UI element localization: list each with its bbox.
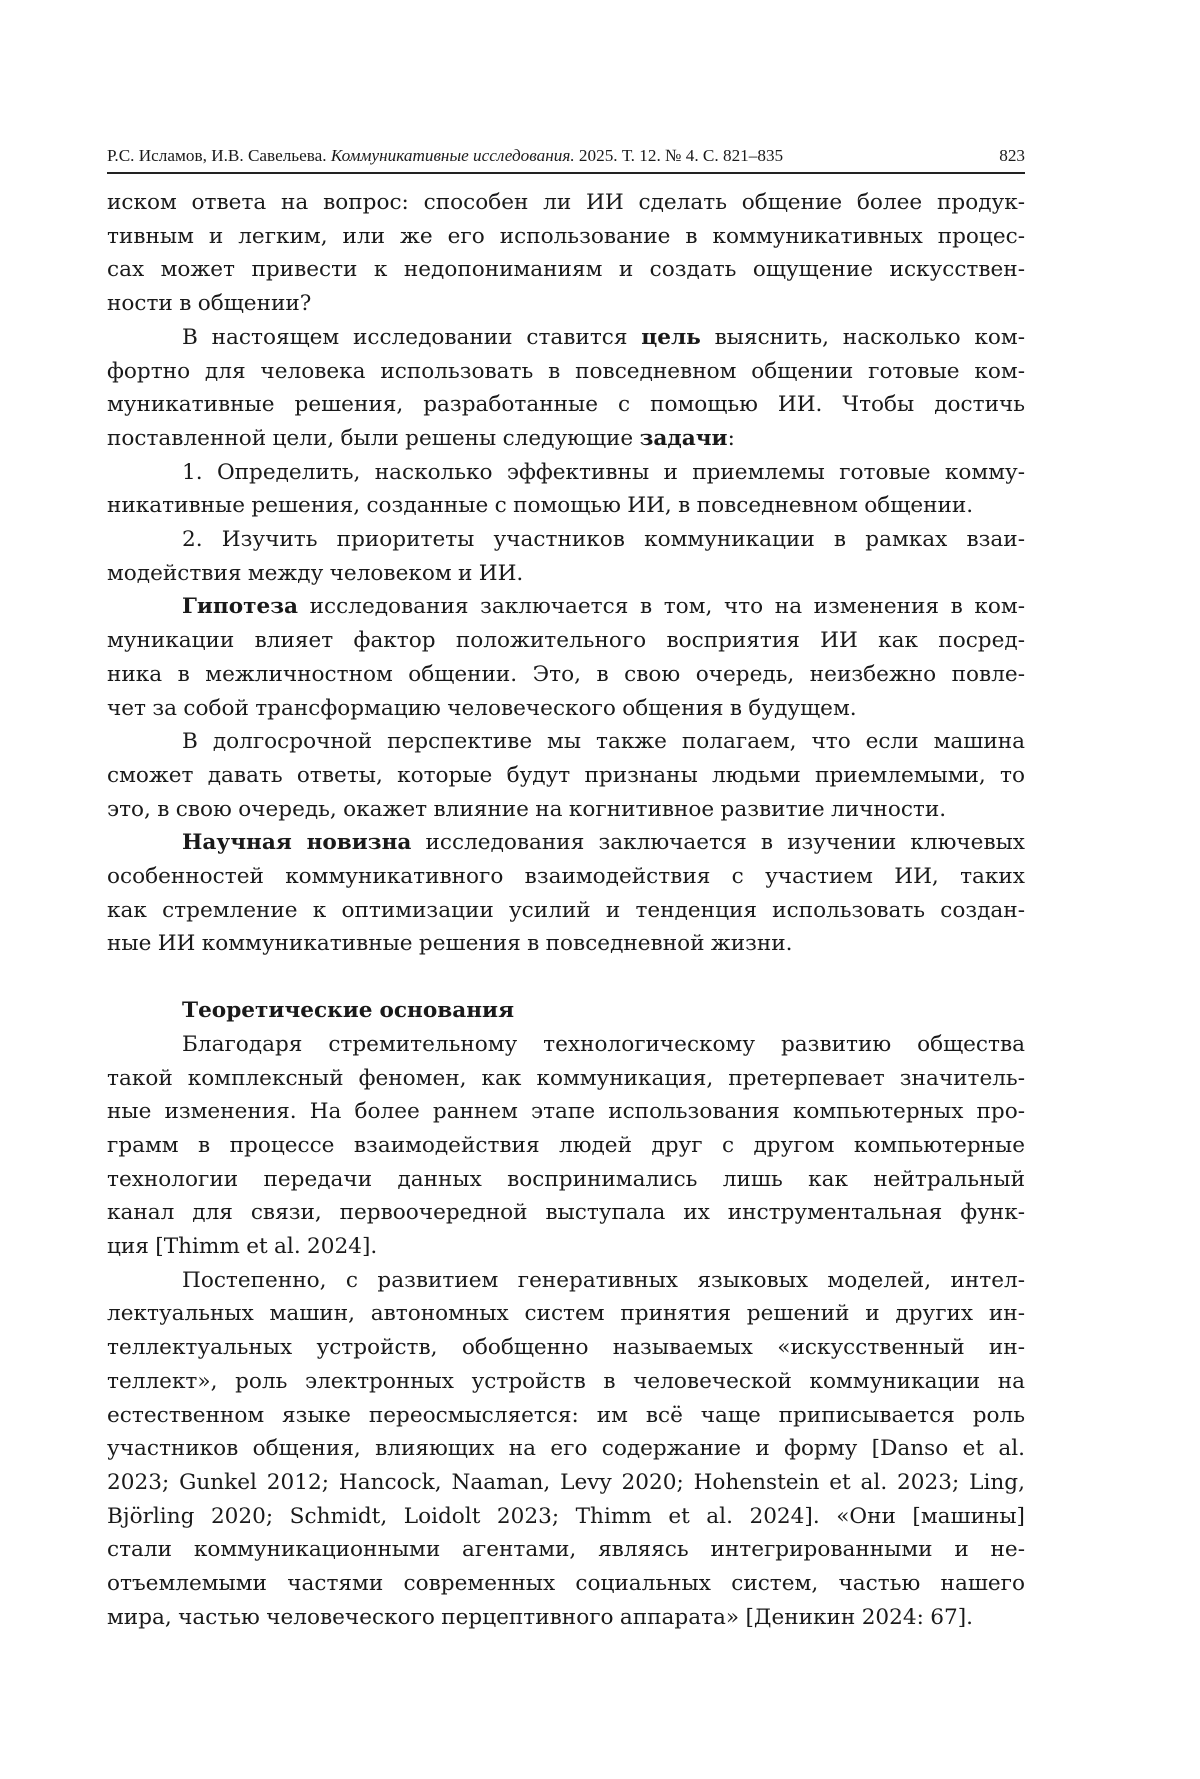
text-line [107, 590, 1025, 624]
text-line: технологии передачи данных воспринимались лишь как нейтральный [107, 1166, 1025, 1192]
text-run: выяснить, насколько ком- [700, 324, 1025, 350]
term-novelty: Научная новизна [182, 830, 412, 856]
text-line: грамм в процессе взаимодействия людей друг с другом компьютерные [107, 1132, 1025, 1158]
text-run: поставленной цели, были решены следующие [107, 425, 640, 451]
authors: Р.С. Исламов, И.В. Савельева. [107, 146, 327, 165]
running-header [107, 146, 1025, 174]
text-line: муникативные решения, разработанные с помощью ИИ. Чтобы достичь [107, 392, 1025, 418]
text-line: никативные решения, созданные с помощью ИИ, в повседневном общении. [107, 493, 974, 519]
section-heading: Теоретические основания [182, 998, 515, 1024]
text-line: фортно для человека использовать в повседневном общении готовые ком- [107, 358, 1025, 384]
page-number: 823 [999, 146, 1025, 165]
text-line: ные ИИ коммуникативные решения в повседневной жизни. [107, 931, 793, 957]
text-run: исследования заключается в том, что на изменения в ком- [298, 594, 1025, 620]
list-item-task-2 [107, 523, 1025, 590]
text-line: 2. Изучить приоритеты участников коммуникации в рамках взаи- [182, 527, 1025, 553]
text-run: : [727, 425, 735, 451]
text-line: отъемлемыми частями современных социальных систем, частью нашего [107, 1571, 1025, 1597]
text-line: естественном языке переосмысляется: им всё чаще приписывается роль [107, 1402, 1025, 1428]
journal-title: Коммуникативные исследования. [330, 146, 575, 165]
text-line: муникации влияет фактор положительного восприятия ИИ как посред- [107, 628, 1025, 654]
text-line: Благодаря стремительному технологическому развитию общества [182, 1031, 1025, 1057]
text-line: теллект», роль электронных устройств в человеческой коммуникации на [107, 1368, 1025, 1394]
text-line: сах может привести к недопониманиям и создать ощущение искусствен- [107, 257, 1025, 283]
text-line: канал для связи, первоочередной выступала их инструментальная функ- [107, 1200, 1025, 1226]
text-line [107, 826, 1025, 860]
text-line: сможет давать ответы, которые будут признаны людьми приемлемыми, то [107, 762, 1025, 788]
text-line: чет за собой трансформацию человеческого общения в будущем. [107, 695, 857, 721]
text-line: иском ответа на вопрос: способен ли ИИ сделать общение более продук- [107, 190, 1025, 215]
text-line: это, в свою очередь, окажет влияние на когнитивное развитие личности. [107, 796, 947, 822]
text-line: теллектуальных устройств, обобщенно называемых «искусственный ин- [107, 1335, 1025, 1361]
term-hypothesis: Гипотеза [182, 594, 299, 620]
text-line: как стремление к оптимизации усилий и тенденция использовать создан- [107, 897, 1025, 923]
text-line: 2023; Gunkel 2012; Hancock, Naaman, Levy 2020; Hohenstein et al. 2023; Ling, [107, 1470, 1025, 1495]
text-line: тивным и легким, или же его использование в коммуникативных процес- [107, 223, 1025, 249]
paragraph-question [107, 186, 1025, 321]
text-run: исследования заключается в изучении ключевых [411, 830, 1025, 856]
text-line: В долгосрочной перспективе мы также полагаем, что если машина [182, 729, 1025, 755]
article-body [107, 186, 1025, 1635]
text-line: ника в межличностном общении. Это, в свою очередь, неизбежно повле- [107, 661, 1025, 687]
article-citation [107, 146, 783, 166]
text-line: Постепенно, с развитием генеративных языковых моделей, интел- [182, 1267, 1025, 1293]
paragraph-goal [107, 321, 1025, 456]
text-line: ция [Thimm et al. 2024]. [107, 1234, 378, 1260]
text-line: стали коммуникационными агентами, являясь интегрированными и не- [107, 1537, 1025, 1563]
text-line: ности в общении? [107, 291, 312, 317]
paragraph-theory-1 [107, 1028, 1025, 1264]
list-item-task-1 [107, 456, 1025, 523]
text-line: такой комплексный феномен, как коммуникация, претерпевает значитель- [107, 1065, 1025, 1091]
text-line: лектуальных машин, автономных систем принятия решений и других ин- [107, 1301, 1025, 1327]
paragraph-hypothesis [107, 590, 1025, 725]
text-line: особенностей коммуникативного взаимодействия с участием ИИ, таких [107, 864, 1025, 890]
text-line [107, 422, 1025, 456]
paragraph-long-term [107, 725, 1025, 826]
text-line: мира, частью человеческого перцептивного аппарата» [Деникин 2024: 67]. [107, 1604, 974, 1630]
term-tasks: задачи [639, 425, 728, 451]
paragraph-novelty [107, 826, 1025, 961]
issue-info: 2025. Т. 12. № 4. С. 821–835 [578, 146, 784, 165]
text-line: участников общения, влияющих на его содержание и форму [Danso et al. [107, 1436, 1025, 1462]
term-goal: цель [641, 324, 701, 350]
text-line [107, 321, 1025, 355]
text-line: ные изменения. На более раннем этапе использования компьютерных про- [107, 1099, 1025, 1125]
text-line: 1. Определить, насколько эффективны и приемлемы готовые комму- [182, 459, 1025, 485]
text-line: модействия между человеком и ИИ. [107, 560, 524, 586]
paragraph-theory-2 [107, 1264, 1025, 1635]
text-line: Björling 2020; Schmidt, Loidolt 2023; Thimm et al. 2024]. «Они [машины] [107, 1503, 1025, 1529]
text-run: В настоящем исследовании ставится [182, 324, 642, 350]
